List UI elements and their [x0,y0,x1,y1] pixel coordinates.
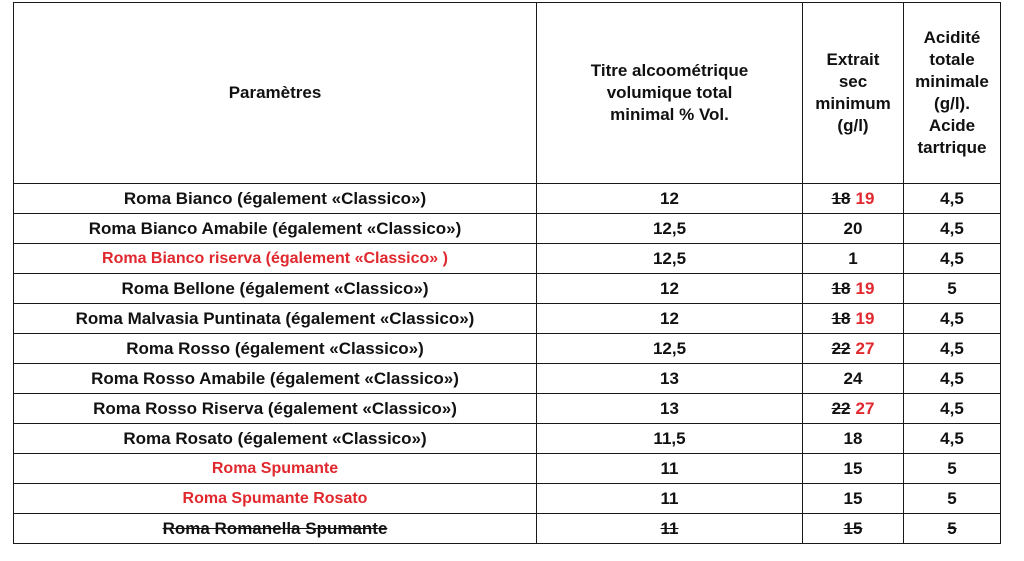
extract-old-value: 18 [831,279,851,298]
extract-old-value: 22 [831,339,851,358]
header-line: Acidité [923,28,981,47]
cell-acidity: 5 [904,484,1001,514]
header-line: volumique total [606,83,733,102]
header-line: (g/l). [934,94,970,113]
cell-alcohol: 13 [537,364,803,394]
cell-extract: 15 [803,454,904,484]
header-line: minimal % Vol. [610,105,729,124]
table-body [14,184,1001,544]
table-row [14,394,1001,424]
cell-alcohol: 12,5 [537,214,803,244]
extract-new-value: 27 [855,339,875,358]
extract-new-value: 19 [855,279,875,298]
cell-acidity: 4,5 [904,424,1001,454]
header-extract [803,3,904,184]
header-line: (g/l) [837,116,869,135]
cell-acidity: 5 [904,454,1001,484]
table-header-row [14,3,1001,184]
cell-acidity: 4,5 [904,394,1001,424]
cell-extract: 24 [803,364,904,394]
cell-alcohol: 11 [537,454,803,484]
header-alcohol [537,3,803,184]
header-line: totale [929,50,975,69]
document-page [13,2,1001,544]
table-row [14,184,1001,214]
cell-parameter-name: Roma Rosso Riserva (également «Classico») [14,394,537,424]
cell-parameter-name: Roma Bianco riserva (également «Classico» ) [14,244,537,274]
cell-alcohol: 11 [537,514,803,544]
extract-new-value: 19 [855,309,875,328]
cell-extract: 20 [803,214,904,244]
header-line: Titre alcoométrique [590,61,749,80]
cell-alcohol: 12 [537,304,803,334]
cell-extract [803,184,904,214]
cell-alcohol: 13 [537,394,803,424]
cell-acidity: 4,5 [904,364,1001,394]
cell-extract [803,334,904,364]
header-line: sec [838,72,868,91]
table-row [14,244,1001,274]
cell-parameter-name: Roma Bianco Amabile (également «Classico») [14,214,537,244]
header-parametres [14,3,537,184]
header-line: Acide [928,116,976,135]
cell-acidity: 4,5 [904,304,1001,334]
cell-parameter-name: Roma Romanella Spumante [14,514,537,544]
header-line: Extrait [826,50,880,69]
cell-acidity: 5 [904,274,1001,304]
cell-alcohol: 12,5 [537,334,803,364]
cell-extract: 15 [803,484,904,514]
header-acidity [904,3,1001,184]
cell-parameter-name: Roma Bellone (également «Classico») [14,274,537,304]
header-line: minimum [815,94,891,113]
wine-parameters-table [13,2,1001,544]
cell-extract: 18 [803,424,904,454]
header-label: Paramètres [228,83,322,102]
cell-acidity: 4,5 [904,214,1001,244]
cell-extract [803,304,904,334]
cell-alcohol: 12 [537,274,803,304]
cell-parameter-name: Roma Spumante [14,454,537,484]
cell-parameter-name: Roma Rosso Amabile (également «Classico») [14,364,537,394]
table-row [14,454,1001,484]
cell-alcohol: 12,5 [537,244,803,274]
table-row [14,484,1001,514]
cell-extract [803,394,904,424]
cell-extract: 15 [803,514,904,544]
cell-parameter-name: Roma Spumante Rosato [14,484,537,514]
table-row [14,274,1001,304]
cell-alcohol: 12 [537,184,803,214]
cell-extract: 1 [803,244,904,274]
cell-alcohol: 11,5 [537,424,803,454]
extract-old-value: 18 [831,189,851,208]
header-line: tartrique [917,138,987,157]
table-row [14,304,1001,334]
extract-new-value: 27 [855,399,875,418]
table-row [14,514,1001,544]
cell-acidity: 4,5 [904,184,1001,214]
table-row [14,424,1001,454]
cell-parameter-name: Roma Rosso (également «Classico») [14,334,537,364]
cell-parameter-name: Roma Rosato (également «Classico») [14,424,537,454]
cell-acidity: 4,5 [904,334,1001,364]
table-row [14,364,1001,394]
cell-acidity: 5 [904,514,1001,544]
table-row [14,334,1001,364]
cell-acidity: 4,5 [904,244,1001,274]
cell-parameter-name: Roma Malvasia Puntinata (également «Classico») [14,304,537,334]
extract-new-value: 19 [855,189,875,208]
extract-old-value: 22 [831,399,851,418]
cell-parameter-name: Roma Bianco (également «Classico») [14,184,537,214]
cell-alcohol: 11 [537,484,803,514]
table-row [14,214,1001,244]
extract-old-value: 18 [831,309,851,328]
cell-extract [803,274,904,304]
header-line: minimale [915,72,989,91]
